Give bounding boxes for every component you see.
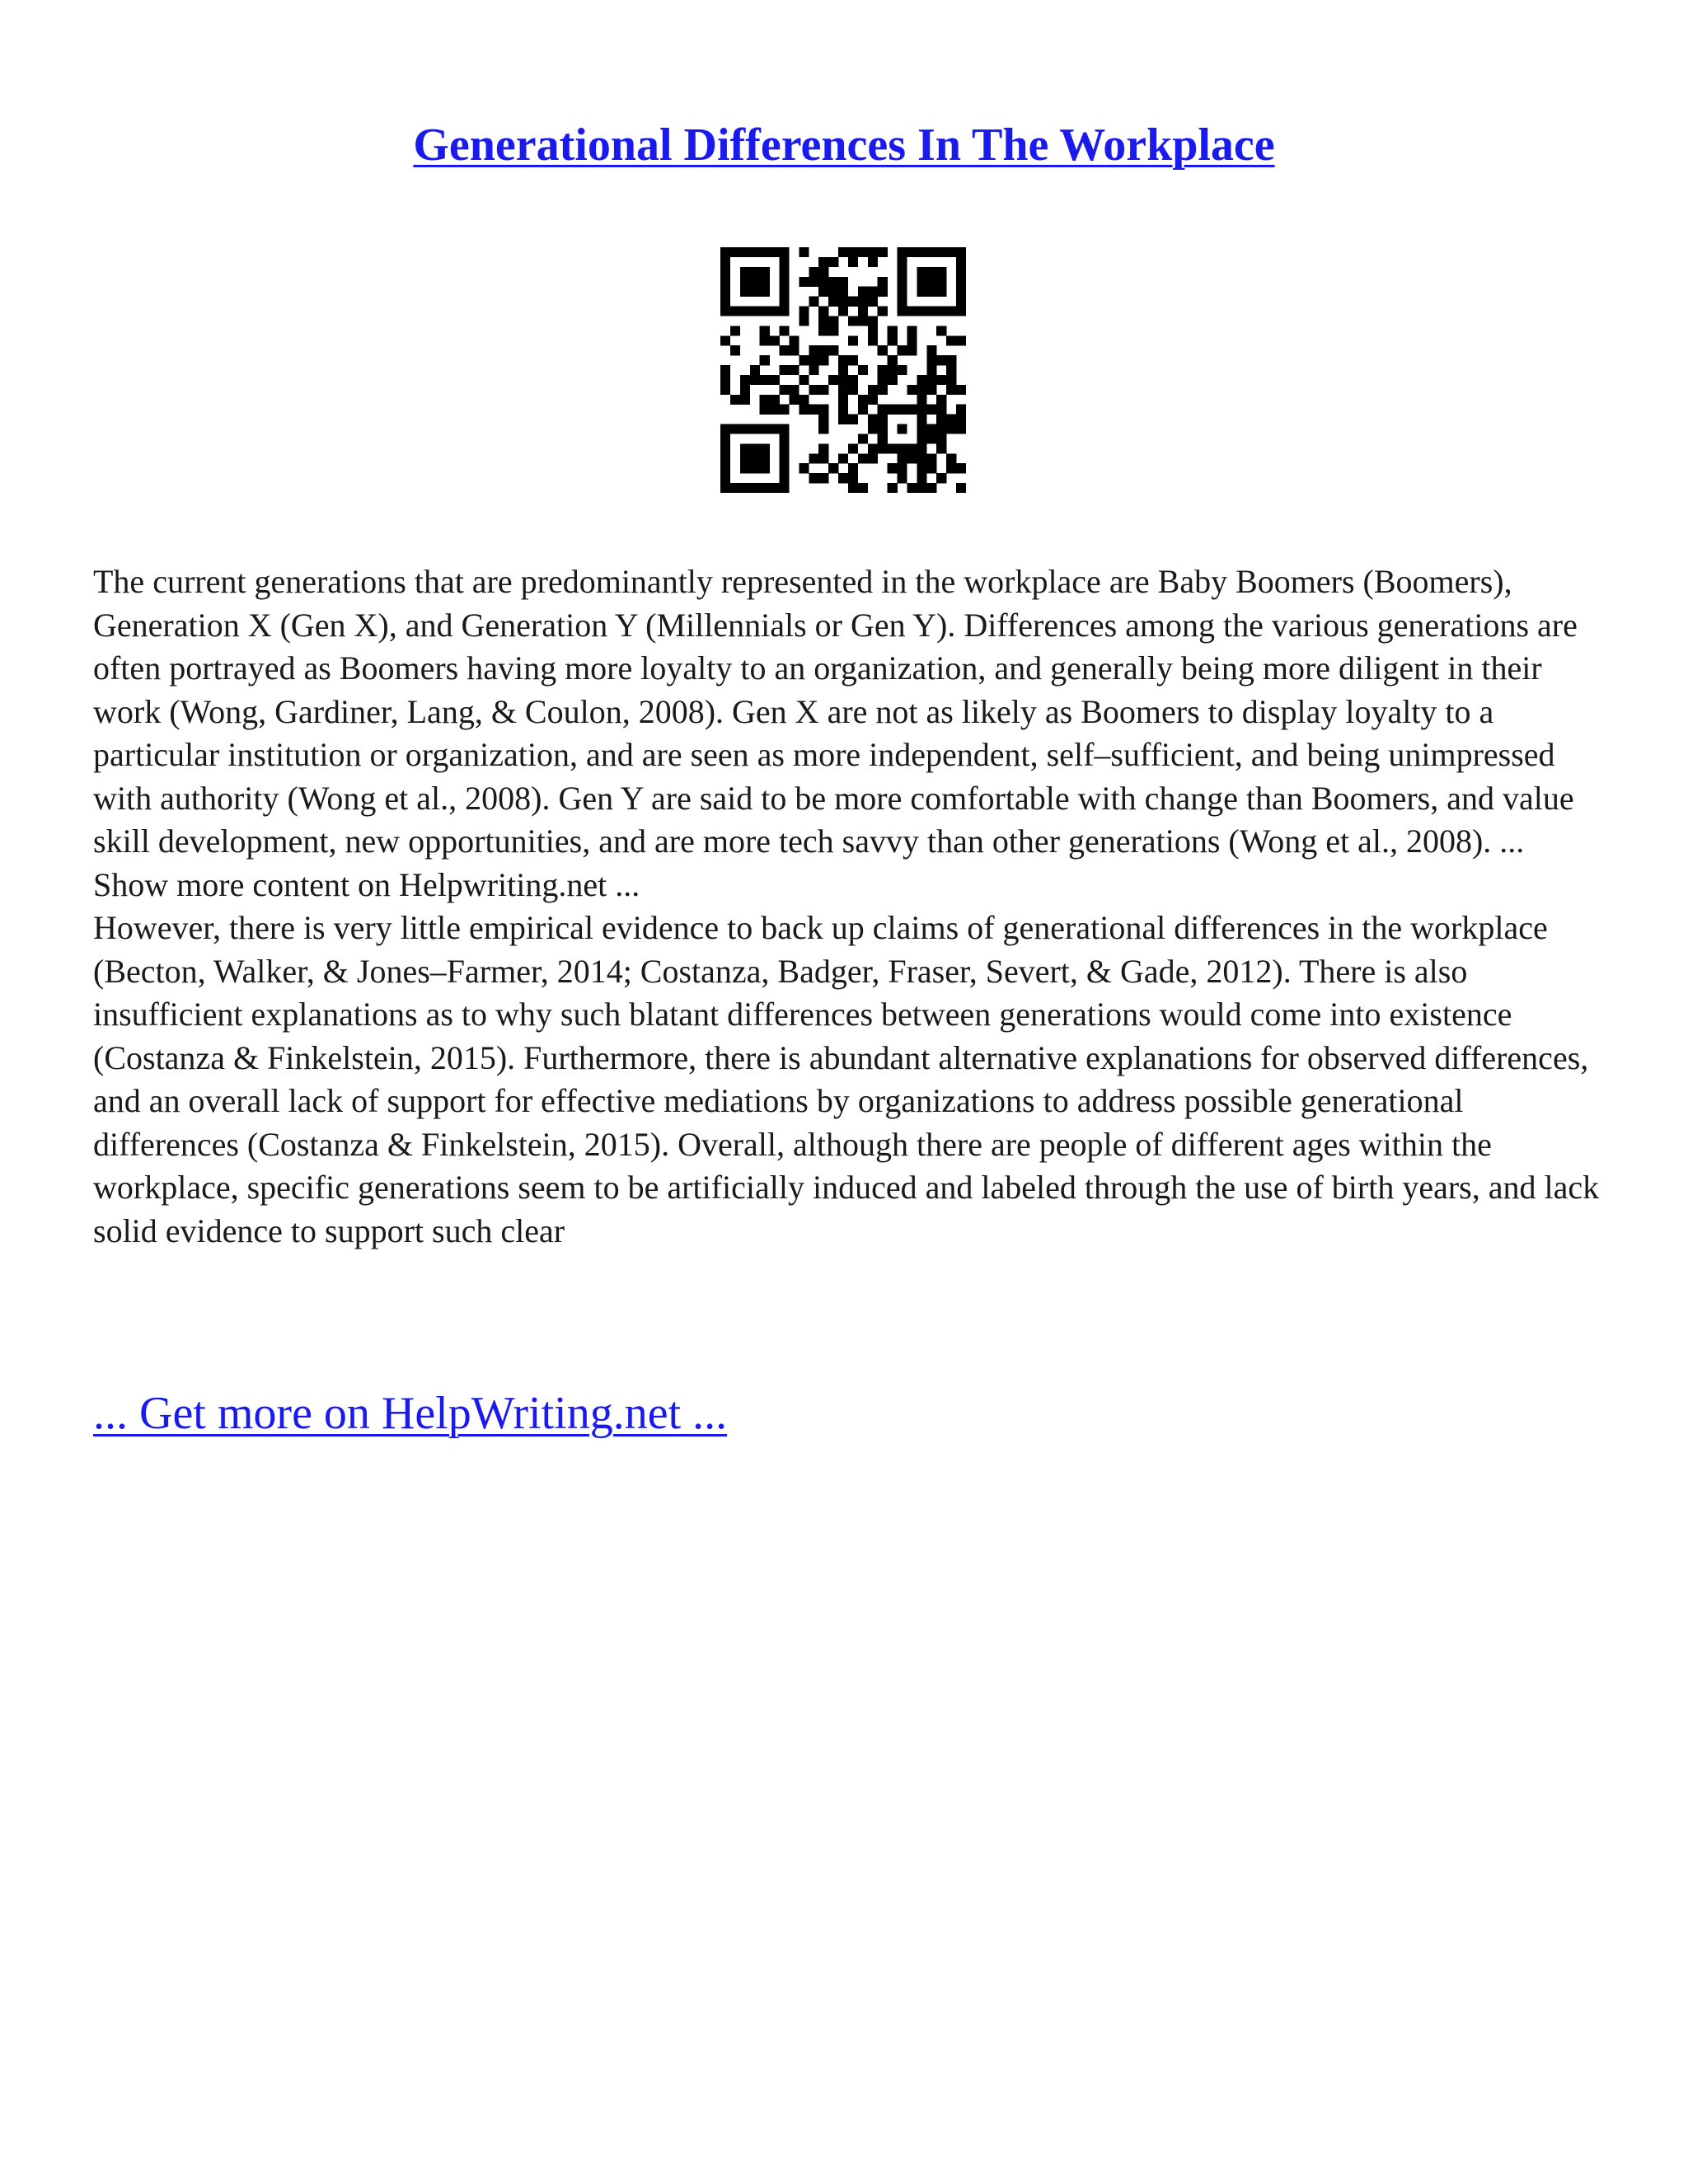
paragraph-1: The current generations that are predominantly represented in the workplace are Baby Boomers (Boomers), Generation X (Gen X), and Generation Y (Millennials or Gen Y). Differences among the various generations are often portrayed as Boomers having more loyalty to an organization, and generally being more diligent in their work (Wong, Gardiner, Lang, & Coulon, 2008). Gen X are not as likely as Boomers to display loyalty to a particular institution or organization, and are seen as more independent, self–sufficient, and being unimpressed with authority (Wong et al., 2008). Gen Y are said to be more comfortable with change than Boomers, and value skill development, new opportunities, and are more tech savvy than other generations (Wong et al., 2008). ... Show more content on Helpwriting.net ... bbox=[93, 563, 1578, 903]
get-more-link-container bbox=[93, 1385, 727, 1442]
article-body bbox=[93, 560, 1601, 1253]
page-title bbox=[0, 115, 1688, 175]
qr-code-icon bbox=[720, 247, 966, 493]
paragraph-2: However, there is very little empirical evidence to back up claims of generational differences in the workplace (Becton, Walker, & Jones–Farmer, 2014; Costanza, Badger, Fraser, Severt, & Gade, 2012). There is also insufficient explanations as to why such blatant differences between generations would come into existence (Costanza & Finkelstein, 2015). Furthermore, there is abundant alternative explanations for observed differences, and an overall lack of support for effective mediations by organizations to address possible generational differences (Costanza & Finkelstein, 2015). Overall, although there are people of different ages within the workplace, specific generations seem to be artificially induced and labeled through the use of birth years, and lack solid evidence to support such clear bbox=[93, 909, 1600, 1249]
title-link[interactable]: Generational Differences In The Workplace bbox=[413, 120, 1275, 171]
get-more-link[interactable]: ... Get more on HelpWriting.net ... bbox=[93, 1388, 728, 1439]
